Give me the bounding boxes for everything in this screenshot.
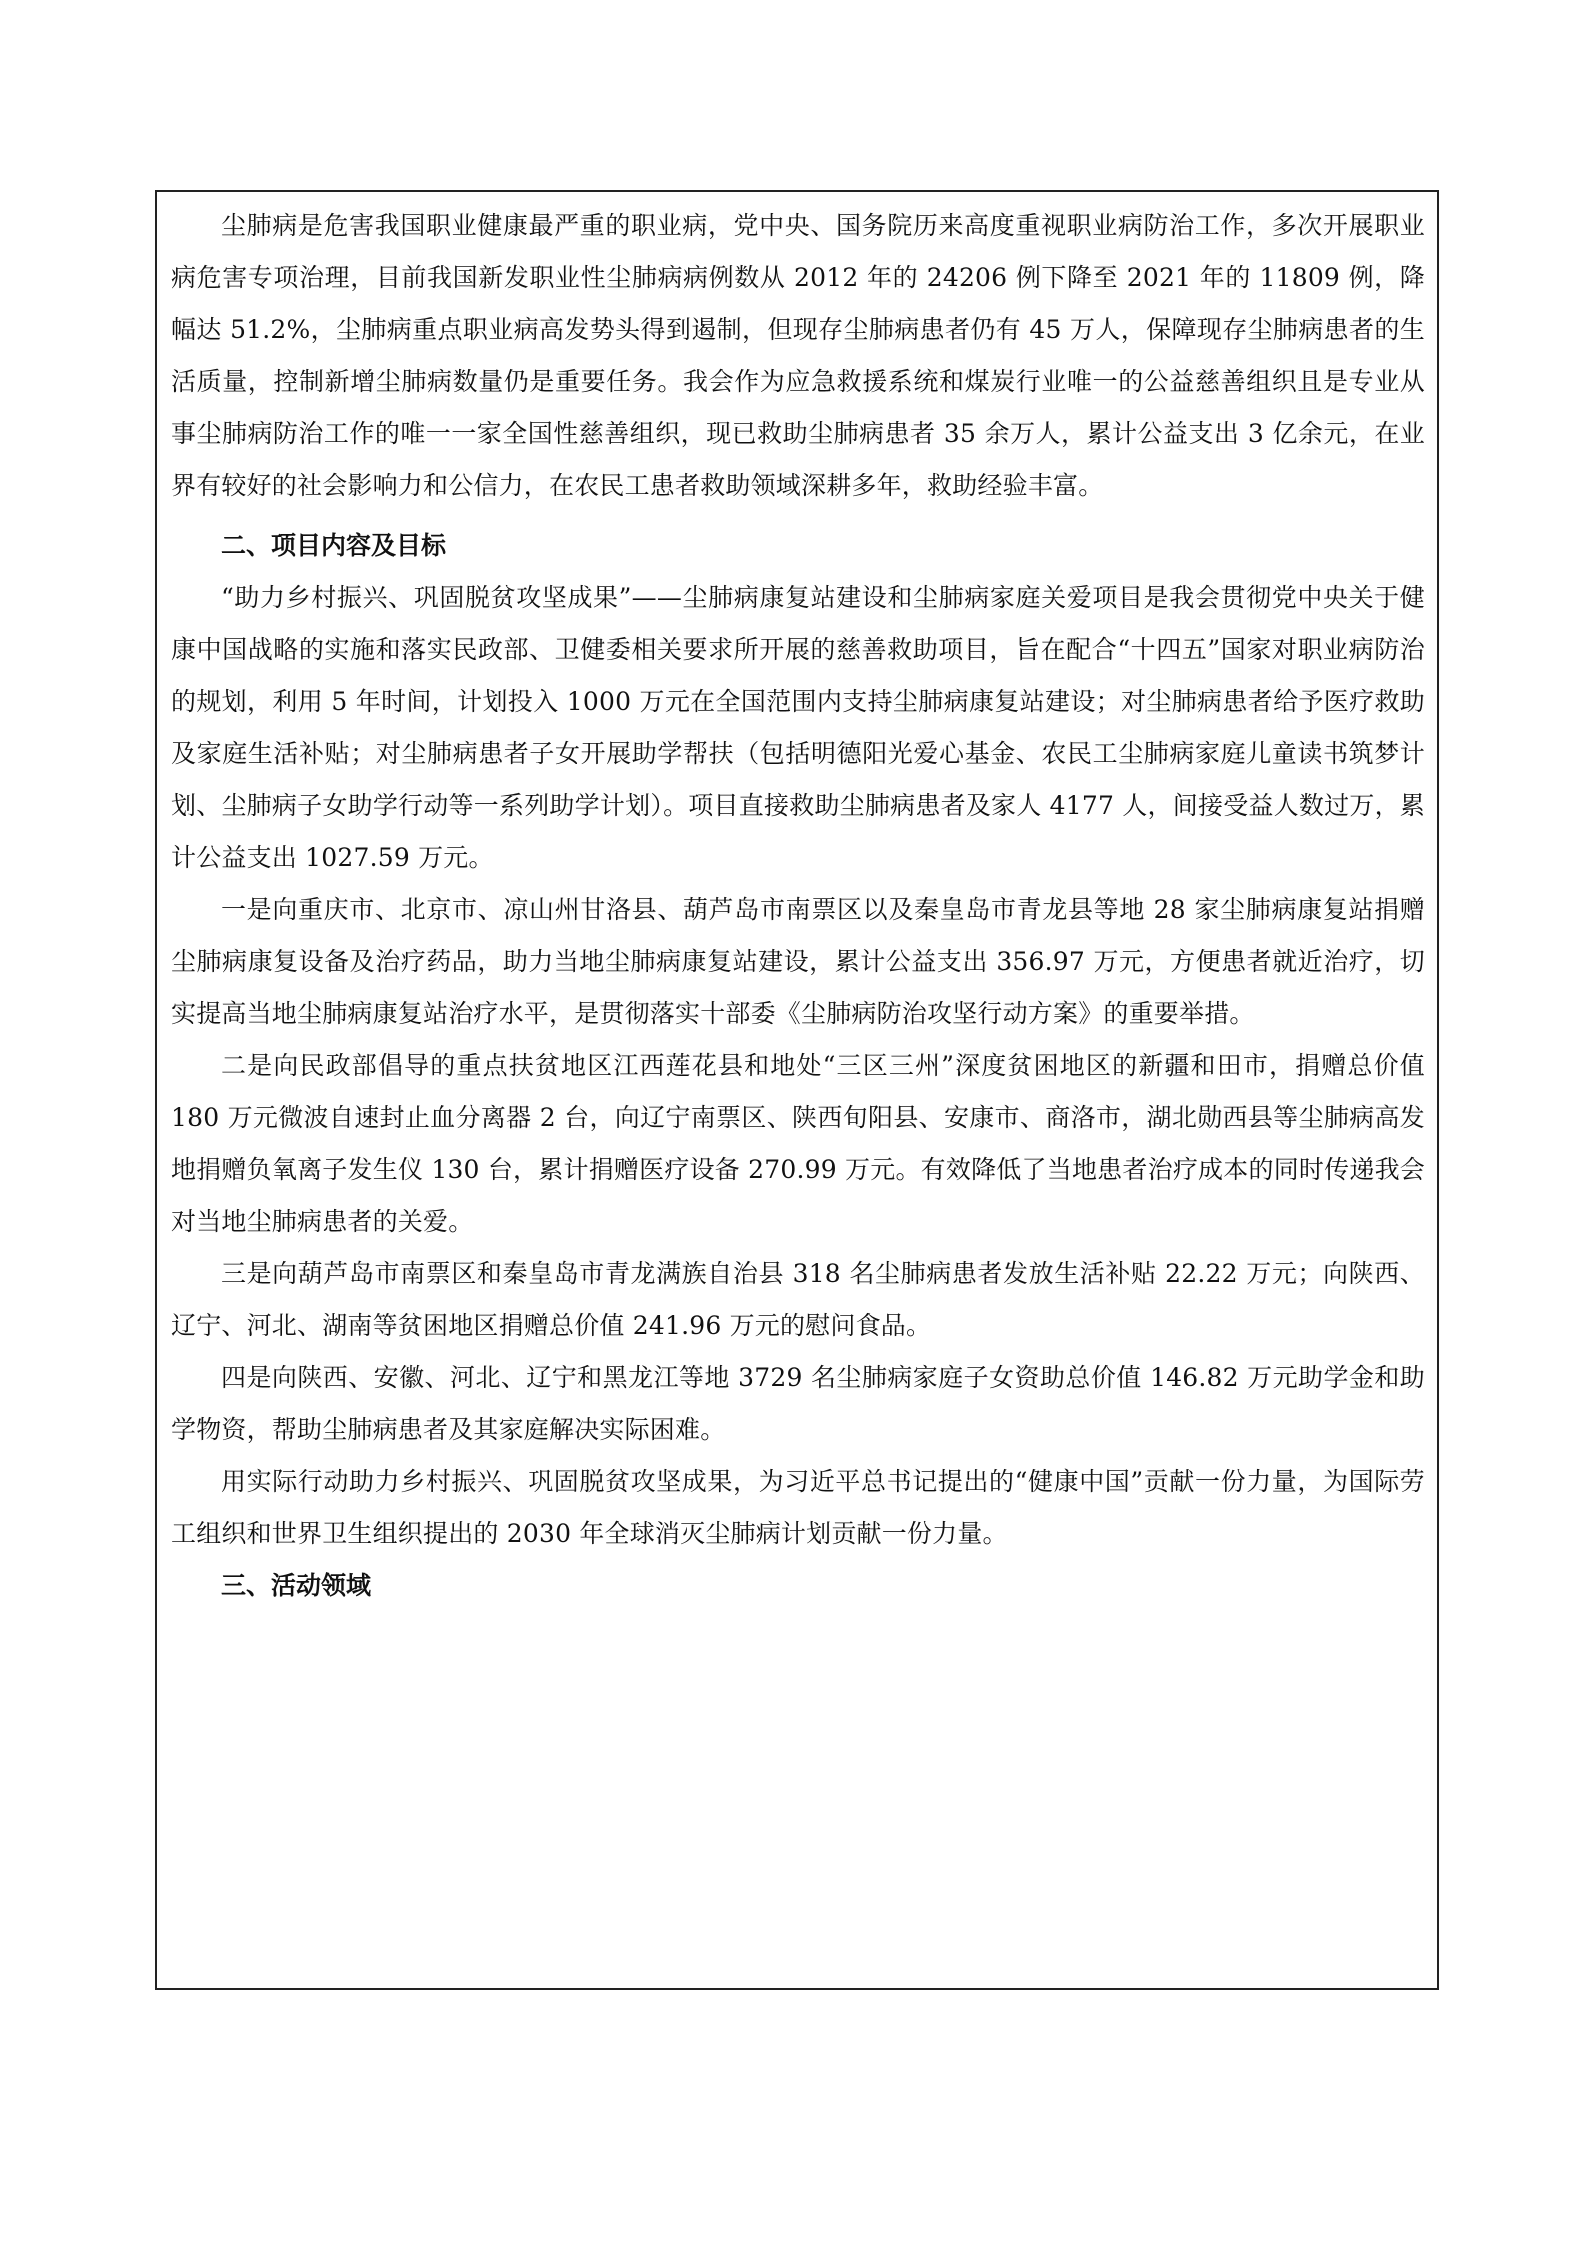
section-heading-activity-field: 三、活动领域 xyxy=(221,1571,372,1600)
paragraph-conclusion: 用实际行动助力乡村振兴、巩固脱贫攻坚成果，为习近平总书记提出的“健康中国”贡献一份力量，为国际劳工组织和世界卫生组织提出的 2030 年全球消灭尘肺病计划贡献一份力量。 xyxy=(171,1467,1425,1548)
document-table-cell xyxy=(155,190,1439,1990)
paragraph-project-description: “助力乡村振兴、巩固脱贫攻坚成果”——尘肺病康复站建设和尘肺病家庭关爱项目是我会贯彻党中央关于健康中国战略的实施和落实民政部、卫健委相关要求所开展的慈善救助项目，旨在配合“十四五”国家对职业病防治的规划，利用 5 年时间，计划投入 1000 万元在全国范围内支持尘肺病康复站建设；对尘肺病患者给予医疗救助及家庭生活补贴；对尘肺病患者子女开展助学帮扶（包括明德阳光爱心基金、农民工尘肺病家庭儿童读书筑梦计划、尘肺病子女助学行动等一系列助学计划）。项目直接救助尘肺病患者及家人 4177 人，间接受益人数过万，累计公益支出 1027.59 万元。 xyxy=(171,583,1425,872)
section-heading-project-content: 二、项目内容及目标 xyxy=(221,531,447,560)
paragraph-intro: 尘肺病是危害我国职业健康最严重的职业病，党中央、国务院历来高度重视职业病防治工作，多次开展职业病危害专项治理，目前我国新发职业性尘肺病病例数从 2012 年的 24206 例下降至 2021 年的 11809 例，降幅达 51.2%，尘肺病重点职业病高发势头得到遏制，但现存尘肺病患者仍有 45 万人，保障现存尘肺病患者的生活质量，控制新增尘肺病数量仍是重要任务。我会作为应急救援系统和煤炭行业唯一的公益慈善组织且是专业从事尘肺病防治工作的唯一一家全国性慈善组织，现已救助尘肺病患者 35 余万人，累计公益支出 3 亿余元，在业界有较好的社会影响力和公信力，在农民工患者救助领域深耕多年，救助经验丰富。 xyxy=(171,211,1425,500)
paragraph-item-four: 四是向陕西、安徽、河北、辽宁和黑龙江等地 3729 名尘肺病家庭子女资助总价值 146.82 万元助学金和助学物资，帮助尘肺病患者及其家庭解决实际困难。 xyxy=(171,1363,1425,1444)
paragraph-item-one: 一是向重庆市、北京市、凉山州甘洛县、葫芦岛市南票区以及秦皇岛市青龙县等地 28 家尘肺病康复站捐赠尘肺病康复设备及治疗药品，助力当地尘肺病康复站建设，累计公益支出 356.97 万元，方便患者就近治疗，切实提高当地尘肺病康复站治疗水平，是贯彻落实十部委《尘肺病防治攻坚行动方案》的重要举措。 xyxy=(171,895,1425,1028)
paragraph-item-two: 二是向民政部倡导的重点扶贫地区江西莲花县和地处“三区三州”深度贫困地区的新疆和田市，捐赠总价值 180 万元微波自速封止血分离器 2 台，向辽宁南票区、陕西旬阳县、安康市、商洛市，湖北勋西县等尘肺病高发地捐赠负氧离子发生仪 130 台，累计捐赠医疗设备 270.99 万元。有效降低了当地患者治疗成本的同时传递我会对当地尘肺病患者的关爱。 xyxy=(171,1051,1425,1236)
paragraph-item-three: 三是向葫芦岛市南票区和秦皇岛市青龙满族自治县 318 名尘肺病患者发放生活补贴 22.22 万元；向陕西、辽宁、河北、湖南等贫困地区捐赠总价值 241.96 万元的慰问食品。 xyxy=(171,1259,1425,1340)
